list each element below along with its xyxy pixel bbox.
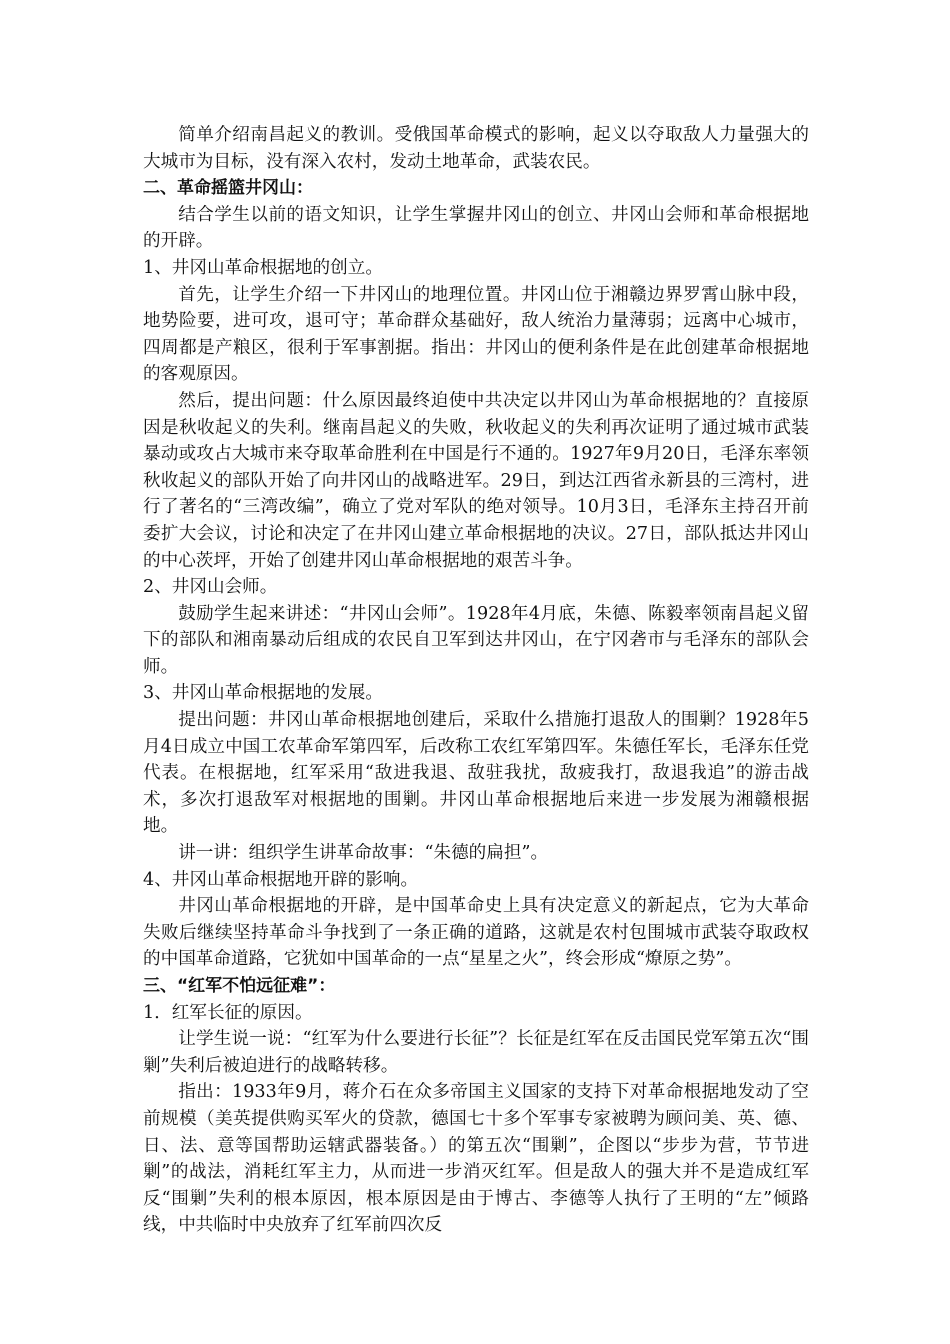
paragraph-fifth-encirclement: 指出：1933年9月，蒋介石在众多帝国主义国家的支持下对革命根据地发动了空前规模（美英提供购买军火的贷款，德国七十多个军事专家被聘为顾问美、英、德、日、法、意等国帮助运辖武器装备。）的第五次“围剿”，企图以“步步为营，节节进剿”的战法，消耗红军主力，从而进一步消灭红军。但是敌人的强大并不是造成红军反“围剿”失利的根本原因，根本原因是由于博古、李德等人执行了王明的“左”倾路线，中共临时中央放弃了红军前四次反	[143, 1082, 809, 1236]
paragraph-autumn-uprising: 然后，提出问题：什么原因最终迫使中共决定以井冈山为革命根据地的？直接原因是秋收起义的失利。继南昌起义的失败，秋收起义的失利再次证明了通过城市武装暴动或攻占大城市来夺取革命胜利在中国是行不通的。1927年9月20日，毛泽东率领秋收起义的部队开始了向井冈山的战略进军。29日，到达江西省永新县的三湾村，进行了著名的“三湾改编”，确立了党对军队的绝对领导。10月3日，毛泽东主持召开前委扩大会议，讨论和决定了在井冈山建立革命根据地的决议。27日，部队抵达井冈山的中心茨坪，开始了创建井冈山革命根据地的艰苦斗争。	[143, 390, 809, 571]
paragraph-intro: 结合学生以前的语文知识，让学生掌握井冈山的创立、井冈山会师和革命根据地的开辟。	[143, 204, 809, 252]
paragraph-nanchang-lesson: 简单介绍南昌起义的教训。受俄国革命模式的影响，起义以夺取敌人力量强大的大城市为目标，没有深入农村，发动土地革命，武装农民。	[143, 125, 809, 172]
subheading-development: 3、井冈山革命根据地的发展。	[143, 683, 383, 704]
section-heading-jinggangshan: 二、革命摇篮井冈山：	[143, 178, 313, 199]
paragraph-long-march-question: 让学生说一说：“红军为什么要进行长征”？长征是红军在反击国民党军第五次“围剿”失利后被迫进行的战略转移。	[143, 1029, 809, 1076]
paragraph-story: 讲一讲：组织学生讲革命故事：“朱德的扁担”。	[178, 843, 549, 864]
paragraph-development: 提出问题：井冈山革命根据地创建后，采取什么措施打退敌人的围剿？1928年5月4日成立中国工农革命军第四军，后改称工农红军第四军。朱德任军长，毛泽东任党代表。在根据地，红军采用“敌进我退、敌驻我扰，敌疲我打，敌退我追”的游击战术，多次打退敌军对根据地的围剿。井冈山革命根据地后来进一步发展为湘赣根据地。	[143, 710, 809, 837]
subheading-meeting: 2、井冈山会师。	[143, 577, 278, 598]
paragraph-meeting: 鼓励学生起来讲述：“井冈山会师”。1928年4月底，朱德、陈毅率领南昌起义留下的部队和湘南暴动后组成的农民自卫军到达井冈山，在宁冈砻市与毛泽东的部队会师。	[143, 603, 809, 677]
paragraph-influence: 井冈山革命根据地的开辟，是中国革命史上具有决定意义的新起点，它为大革命失败后继续坚持革命斗争找到了一条正确的道路，这就是农村包围城市武装夺取政权的中国革命道路，它犹如中国革命的一点“星星之火”，终会形成“燎原之势”。	[143, 896, 809, 970]
section-heading-long-march: 三、“红军不怕远征难”：	[143, 976, 336, 996]
subheading-long-march-reason: 1．红军长征的原因。	[143, 1002, 313, 1023]
subheading-founding: 1、井冈山革命根据地的创立。	[143, 257, 383, 278]
paragraph-geography: 首先，让学生介绍一下井冈山的地理位置。井冈山位于湘赣边界罗霄山脉中段，地势险要，进可攻，退可守；革命群众基础好，敌人统治力量薄弱；远离中心城市，四周都是产粮区，很利于军事割据。指出：井冈山的便利条件是在此创建革命根据地的客观原因。	[143, 284, 809, 385]
subheading-influence: 4、井冈山革命根据地开辟的影响。	[143, 869, 419, 890]
document-page	[143, 122, 809, 1239]
